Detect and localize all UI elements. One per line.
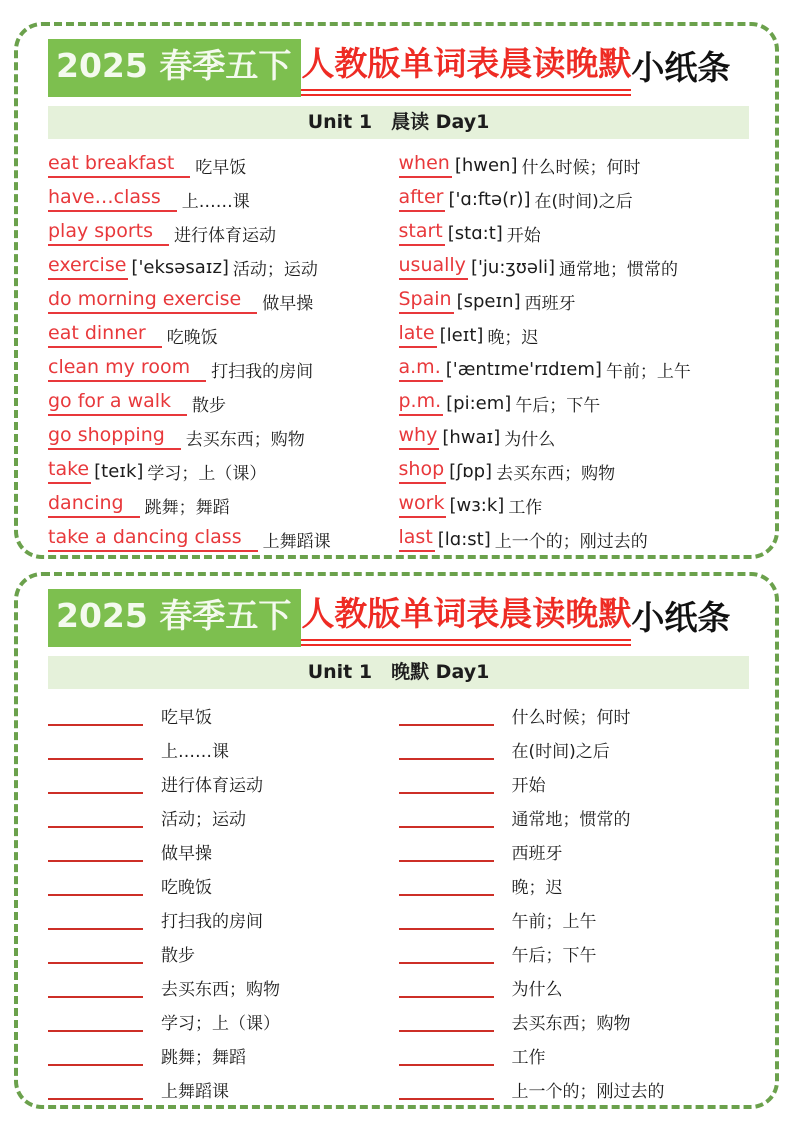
chinese-meaning: 跳舞；舞蹈 (144, 498, 230, 519)
dictation-row (399, 767, 750, 801)
vocab-row (48, 387, 399, 421)
vocab-row (48, 285, 399, 319)
english-word: exercise (48, 255, 128, 280)
chinese-meaning: 午后；下午 (515, 396, 601, 417)
english-word: go shopping (48, 425, 181, 450)
vocab-row (48, 319, 399, 353)
dictation-row (399, 801, 750, 835)
chinese-meaning: 散步 (192, 396, 227, 417)
chinese-meaning: 晚；迟 (487, 328, 539, 349)
answer-blank (399, 736, 494, 760)
vocab-row (399, 455, 750, 489)
dictation-row (399, 903, 750, 937)
english-word: play sports (48, 221, 169, 246)
answer-blank (399, 1008, 494, 1032)
chinese-meaning: 开始 (506, 226, 541, 247)
chinese-meaning: 午后；下午 (511, 946, 597, 967)
answer-blank (399, 906, 494, 930)
vocab-row (399, 149, 750, 183)
dictation-row (48, 869, 399, 903)
page-title (48, 39, 749, 97)
phonetic: [ʃɒp] (449, 461, 493, 483)
answer-blank (399, 1076, 494, 1100)
vocab-row (48, 353, 399, 387)
dictation-row (48, 801, 399, 835)
answer-blank (48, 804, 143, 828)
english-word: work (399, 493, 447, 518)
chinese-meaning: 上……课 (181, 192, 250, 213)
dictation-row (48, 835, 399, 869)
chinese-meaning: 工作 (511, 1048, 546, 1069)
chinese-meaning: 西班牙 (524, 294, 576, 315)
vocab-row (399, 387, 750, 421)
english-word: usually (399, 255, 468, 280)
chinese-meaning: 为什么 (511, 980, 563, 1001)
answer-blank (399, 770, 494, 794)
chinese-meaning: 做早操 (262, 294, 314, 315)
answer-blank (48, 906, 143, 930)
answer-blank (48, 838, 143, 862)
dictation-row (48, 733, 399, 767)
answer-blank (399, 838, 494, 862)
vocab-row (399, 353, 750, 387)
chinese-meaning: 去买东西；购物 (496, 464, 616, 485)
phonetic: ['ju:ʒʊəli] (470, 257, 555, 279)
answer-blank (48, 872, 143, 896)
vocab-row (48, 149, 399, 183)
dictation-row (399, 971, 750, 1005)
vocab-row (48, 421, 399, 455)
chinese-meaning: 打扫我的房间 (211, 362, 314, 383)
dictation-row (399, 1073, 750, 1107)
chinese-meaning: 进行体育运动 (174, 226, 277, 247)
dictation-row (48, 699, 399, 733)
answer-blank (48, 974, 143, 998)
chinese-meaning: 工作 (508, 498, 543, 519)
answer-blank (48, 1076, 143, 1100)
morning-reading-sheet (14, 22, 779, 559)
chinese-meaning: 吃晚饭 (166, 328, 218, 349)
dictation-row (48, 1073, 399, 1107)
vocab-row (399, 285, 750, 319)
phonetic: [hwaɪ] (442, 427, 501, 449)
phonetic: ['ɑ:ftə(r)] (448, 189, 531, 211)
dictation-column-left (48, 699, 399, 1107)
dictation-row (399, 1005, 750, 1039)
vocab-row (48, 455, 399, 489)
dictation-row (48, 1005, 399, 1039)
english-word: when (399, 153, 452, 178)
chinese-meaning: 吃早饭 (195, 158, 247, 179)
title-suffix: 小纸条 (631, 598, 731, 637)
answer-blank (399, 702, 494, 726)
answer-blank (399, 872, 494, 896)
section-banner: Unit 1 晨读 Day1 (48, 106, 749, 139)
chinese-meaning: 吃早饭 (161, 708, 212, 729)
chinese-meaning: 什么时候；何时 (521, 158, 641, 179)
vocab-row (399, 183, 750, 217)
chinese-meaning: 做早操 (161, 844, 212, 865)
chinese-meaning: 通常地；惯常的 (511, 810, 631, 831)
vocab-row (399, 319, 750, 353)
chinese-meaning: 在(时间)之后 (511, 742, 610, 763)
chinese-meaning: 午前；上午 (605, 362, 691, 383)
chinese-meaning: 吃晚饭 (161, 878, 212, 899)
series-title: 人教版单词表晨读晚默 (301, 40, 631, 96)
chinese-meaning: 学习；上（课） (147, 464, 267, 485)
vocab-row (48, 523, 399, 557)
chinese-meaning: 晚；迟 (511, 878, 563, 899)
dictation-row (399, 869, 750, 903)
answer-blank (399, 940, 494, 964)
phonetic: [speɪn] (456, 291, 521, 313)
chinese-meaning: 学习；上（课） (161, 1014, 280, 1035)
english-word: p.m. (399, 391, 444, 416)
dictation-row (399, 699, 750, 733)
dictation-row (48, 1039, 399, 1073)
chinese-meaning: 上舞蹈课 (161, 1082, 229, 1103)
answer-blank (48, 940, 143, 964)
chinese-meaning: 西班牙 (511, 844, 563, 865)
english-word: a.m. (399, 357, 443, 382)
dictation-row (399, 1039, 750, 1073)
answer-blank (399, 804, 494, 828)
english-word: Spain (399, 289, 454, 314)
term-badge: 2025 春季五下 (48, 39, 301, 97)
vocab-column-right (399, 149, 750, 557)
answer-blank (48, 770, 143, 794)
english-word: why (399, 425, 440, 450)
chinese-meaning: 为什么 (504, 430, 556, 451)
section-banner: Unit 1 晚默 Day1 (48, 656, 749, 689)
chinese-meaning: 开始 (511, 776, 546, 797)
answer-blank (48, 736, 143, 760)
vocab-row (399, 523, 750, 557)
chinese-meaning: 去买东西；购物 (161, 980, 280, 1001)
phonetic: [teɪk] (94, 461, 144, 483)
answer-blank (399, 1042, 494, 1066)
english-word: take a dancing class (48, 527, 258, 552)
chinese-meaning: 跳舞；舞蹈 (161, 1048, 246, 1069)
answer-blank (48, 702, 143, 726)
vocab-row (399, 217, 750, 251)
vocab-row (48, 251, 399, 285)
page-title (48, 589, 749, 647)
chinese-meaning: 午前；上午 (511, 912, 597, 933)
english-word: start (399, 221, 445, 246)
chinese-meaning: 散步 (161, 946, 195, 967)
vocab-row (399, 251, 750, 285)
phonetic: [stɑ:t] (447, 223, 503, 245)
answer-blank (399, 974, 494, 998)
chinese-meaning: 上舞蹈课 (262, 532, 331, 553)
dictation-row (48, 971, 399, 1005)
chinese-meaning: 进行体育运动 (161, 776, 263, 797)
phonetic: [wɜ:k] (449, 495, 505, 517)
answer-blank (48, 1042, 143, 1066)
chinese-meaning: 上一个的；刚过去的 (494, 532, 648, 553)
english-word: after (399, 187, 446, 212)
dictation-column-right (399, 699, 750, 1107)
phonetic: [leɪt] (439, 325, 484, 347)
dictation-list (48, 699, 749, 1107)
english-word: eat dinner (48, 323, 162, 348)
chinese-meaning: 上一个的；刚过去的 (511, 1082, 665, 1103)
english-word: late (399, 323, 437, 348)
chinese-meaning: 活动；运动 (161, 810, 246, 831)
dictation-row (48, 937, 399, 971)
vocab-row (48, 183, 399, 217)
dictation-row (48, 903, 399, 937)
english-word: dancing (48, 493, 140, 518)
vocab-list (48, 149, 749, 557)
phonetic: [pi:em] (446, 393, 512, 415)
english-word: eat breakfast (48, 153, 190, 178)
vocab-row (48, 489, 399, 523)
english-word: do morning exercise (48, 289, 257, 314)
series-title: 人教版单词表晨读晚默 (301, 590, 631, 646)
english-word: have…class (48, 187, 177, 212)
chinese-meaning: 在(时间)之后 (534, 192, 633, 213)
english-word: take (48, 459, 91, 484)
vocab-row (48, 217, 399, 251)
evening-dictation-sheet (14, 572, 779, 1109)
phonetic: [lɑ:st] (437, 529, 491, 551)
english-word: shop (399, 459, 447, 484)
dictation-row (399, 733, 750, 767)
vocab-row (399, 421, 750, 455)
phonetic: ['eksəsaɪz] (131, 257, 229, 279)
english-word: clean my room (48, 357, 206, 382)
chinese-meaning: 活动；运动 (232, 260, 318, 281)
chinese-meaning: 去买东西；购物 (511, 1014, 631, 1035)
dictation-row (48, 767, 399, 801)
chinese-meaning: 打扫我的房间 (161, 912, 263, 933)
phonetic: [hwen] (454, 155, 518, 177)
chinese-meaning: 什么时候；何时 (511, 708, 631, 729)
dictation-row (399, 835, 750, 869)
term-badge: 2025 春季五下 (48, 589, 301, 647)
vocab-column-left (48, 149, 399, 557)
vocab-row (399, 489, 750, 523)
chinese-meaning: 通常地；惯常的 (559, 260, 678, 281)
english-word: go for a walk (48, 391, 187, 416)
title-suffix: 小纸条 (631, 48, 731, 87)
answer-blank (48, 1008, 143, 1032)
phonetic: ['æntɪme'rɪdɪem] (445, 359, 602, 381)
chinese-meaning: 上……课 (161, 742, 229, 763)
english-word: last (399, 527, 435, 552)
dictation-row (399, 937, 750, 971)
chinese-meaning: 去买东西；购物 (185, 430, 305, 451)
